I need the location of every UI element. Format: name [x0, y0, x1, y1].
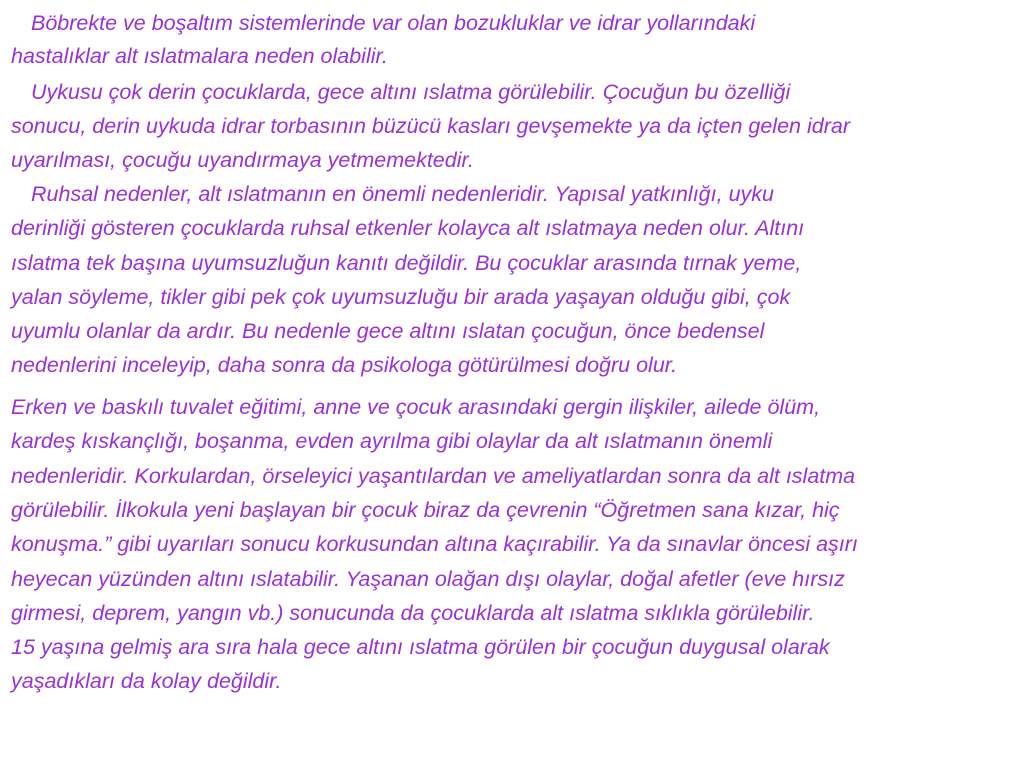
text-line: hastalıklar alt ıslatmalara neden olabilir. [11, 44, 388, 68]
text-line: girmesi, deprem, yangın vb.) sonucunda da çocuklarda alt ıslatma sıklıkla görülebilir. [11, 601, 815, 625]
text-line: heyecan yüzünden altını ıslatabilir. Yaşanan olağan dışı olaylar, doğal afetler (eve hırsız [11, 567, 845, 591]
text-line: uyarılması, çocuğu uyandırmaya yetmemektedir. [11, 148, 474, 172]
text-line: sonucu, derin uykuda idrar torbasının büzücü kasları gevşemekte ya da içten gelen idrar [11, 114, 850, 138]
text-line: uyumlu olanlar da ardır. Bu nedenle gece altını ıslatan çocuğun, önce bedensel [11, 319, 765, 343]
text-line: Böbrekte ve boşaltım sistemlerinde var olan bozukluklar ve idrar yollarındaki [31, 11, 756, 35]
text-line: ıslatma tek başına uyumsuzluğun kanıtı değildir. Bu çocuklar arasında tırnak yeme, [11, 251, 802, 275]
text-line: Ruhsal nedenler, alt ıslatmanın en önemli nedenleridir. Yapısal yatkınlığı, uyku [31, 182, 774, 206]
text-line: konuşma.” gibi uyarıları sonucu korkusundan altına kaçırabilir. Ya da sınavlar öncesi aşırı [11, 532, 858, 556]
text-line: kardeş kıskançlığı, boşanma, evden ayrılma gibi olaylar da alt ıslatmanın önemli [11, 429, 773, 453]
text-line: Erken ve baskılı tuvalet eğitimi, anne ve çocuk arasındaki gergin ilişkiler, ailede ölüm, [11, 395, 821, 419]
text-line: derinliği gösteren çocuklarda ruhsal etkenler kolayca alt ıslatmaya neden olur. Altını [11, 216, 805, 240]
text-line: nedenlerini inceleyip, daha sonra da psikologa götürülmesi doğru olur. [11, 353, 678, 377]
text-line: Uykusu çok derin çocuklarda, gece altını ıslatma görülebilir. Çocuğun bu özelliği [31, 80, 791, 104]
text-line: yaşadıkları da kolay değildir. [11, 669, 282, 693]
text-line: görülebilir. İlkokula yeni başlayan bir çocuk biraz da çevrenin “Öğretmen sana kızar, hiç [11, 498, 840, 522]
text-line: 15 yaşına gelmiş ara sıra hala gece altını ıslatma görülen bir çocuğun duygusal olarak [11, 635, 830, 659]
text-line: nedenleridir. Korkulardan, örseleyici yaşantılardan ve ameliyatlardan sonra da alt ıslatma [11, 464, 856, 488]
text-line: yalan söyleme, tikler gibi pek çok uyumsuzluğu bir arada yaşayan olduğu gibi, çok [11, 285, 791, 309]
